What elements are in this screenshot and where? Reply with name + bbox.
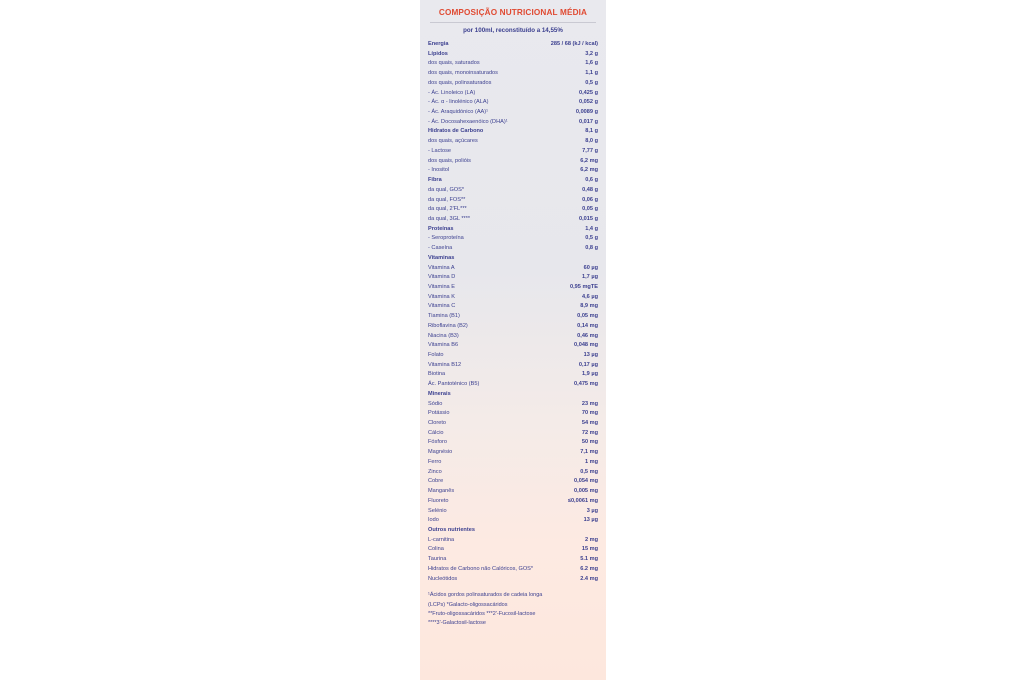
nutrient-value: 13 µg [583,352,598,358]
nutrient-name: Niacina (B3) [428,332,459,339]
nutrition-row [428,341,598,351]
nutrient-value: 6.2 mg [580,565,598,572]
nutrition-row [428,322,598,332]
nutrition-row [428,40,598,50]
nutrient-value: 0,475 mg [574,381,598,388]
nutrient-name: Magnésio [428,449,453,456]
nutrition-row [428,507,598,517]
nutrient-name: da qual, 2'FL*** [428,206,467,213]
nutrition-row [428,312,598,322]
nutrient-name: Biotina [428,371,446,378]
nutrient-name: Fósforo [428,439,447,446]
nutrient-value: 15 mg [581,546,598,553]
nutrition-row [428,244,598,254]
nutrient-name: - Inositol [428,167,450,174]
nutrition-row [428,361,598,371]
nutrient-value: 0,6 g [585,177,598,184]
nutrition-row [428,429,598,439]
nutrition-row [428,215,598,225]
nutrient-value: 0,05 mg [577,313,598,320]
nutrient-value: 6,2 mg [580,167,598,174]
nutrient-value: 8,9 mg [580,303,598,310]
nutrition-row [428,234,598,244]
nutrient-name: Lípidos [428,50,448,57]
nutrient-name: - Ác. Docosahexaenóico (DHA)¹ [428,118,508,125]
nutrient-name: Fluoreto [428,497,449,504]
nutrition-row [428,458,598,468]
nutrient-value: 7,77 g [582,147,598,154]
nutrition-row [428,555,598,565]
nutrition-row [428,332,598,342]
nutrient-name: Vitaminas [428,254,455,261]
nutrient-value: 0,5 g [585,79,598,86]
nutrient-name: Nucleótidos [428,575,458,582]
nutrient-name: da qual, GOS* [428,186,465,193]
nutrient-value: 0,425 g [579,89,598,96]
nutrient-value: 2.4 mg [580,575,598,582]
nutrient-value: 0,06 g [582,196,598,203]
nutrition-row [428,127,598,137]
nutrient-name: Folato [428,352,444,358]
nutrition-row [428,380,598,390]
nutrition-row [428,186,598,196]
nutrition-row [428,137,598,147]
nutrient-value: 0,054 mg [574,478,598,485]
nutrition-row [428,98,598,108]
nutrient-name: Fibra [428,177,442,184]
nutrient-value: 4,6 µg [582,293,598,300]
nutrition-row [428,293,598,303]
nutrition-row [428,157,598,167]
nutrition-row [428,487,598,497]
nutrient-value: 1 mg [584,458,598,465]
nutrition-row [428,419,598,429]
nutrition-row [428,254,598,264]
nutrition-row [428,166,598,176]
nutrition-rows [420,40,606,584]
nutrient-name: Iodo [428,517,439,524]
nutrient-value: 0,0089 g [575,109,598,116]
nutrient-name: Vitamina B12 [428,361,462,368]
nutrition-row [428,370,598,380]
nutrition-row [428,69,598,79]
nutrition-row [428,497,598,507]
nutrient-value: 70 mg [581,410,598,417]
nutrient-name: Vitamina A [428,264,455,271]
nutrition-row [428,526,598,536]
nutrient-value: 8,1 g [585,128,598,135]
nutrient-name: Zinco [428,468,442,475]
nutrition-row [428,438,598,448]
nutrition-row [428,575,598,585]
nutrient-name: - Caseína [428,245,453,252]
nutrient-value: 0,05 g [582,206,598,213]
nutrient-value: 285 / 68 (kJ / kcal) [550,41,598,47]
nutrient-value: 1,1 g [585,70,598,77]
nutrient-name: Vitamina K [428,293,455,300]
nutrient-name: Outros nutrientes [428,526,475,533]
nutrient-name: Potássio [428,410,450,417]
nutrient-name: Hidratos de Carbono não Calóricos, GOS* [428,565,534,572]
nutrient-name: da qual, FOS** [428,196,466,203]
nutrient-value: 1,7 µg [582,274,598,281]
label-title: COMPOSIÇÃO NUTRICIONAL MÉDIA [438,8,588,17]
nutrient-value: 0,17 µg [578,361,598,368]
nutrient-name: Ferro [428,458,442,465]
nutrition-row [428,409,598,419]
nutrient-name: - Ác. Linoleico (LA) [428,89,476,96]
nutrient-name: da qual, 3GL **** [428,215,471,222]
nutrient-name: Selénio [428,507,447,514]
nutrient-name: Manganês [428,488,455,495]
nutrient-name: Vitamina B6 [428,342,459,349]
nutrient-value: 1,6 g [585,60,598,67]
nutrient-value: 6,2 mg [580,157,598,164]
nutrient-name: Vitamina E [428,283,455,290]
nutrition-row [428,565,598,575]
nutrient-value: 0,052 g [579,99,598,106]
nutrient-value: 0,048 mg [574,342,598,349]
nutrition-row [428,118,598,128]
nutrient-name: dos quais, açúcares [428,138,478,145]
nutrient-value: 23 mg [581,400,598,407]
nutrition-row [428,477,598,487]
nutrient-value: 50 mg [581,439,598,446]
nutrition-row [428,302,598,312]
nutrient-name: Ác. Pantoténico (B5) [428,381,480,388]
nutrient-name: dos quais, saturados [428,60,480,67]
nutrition-row [428,225,598,235]
nutrition-row [428,196,598,206]
nutrient-name: Riboflavina (B2) [428,322,468,329]
nutrition-row [428,283,598,293]
nutrient-name: Vitamina C [428,303,456,310]
nutrition-row [428,264,598,274]
nutrition-row [428,89,598,99]
nutrient-name: dos quais, monoinsaturados [428,70,498,77]
nutrient-name: Taurina [428,556,447,563]
nutrient-name: Cloreto [428,420,447,427]
footnote-line: (LCPs) *Galacto-oligossacáridos [428,601,508,608]
nutrition-row [428,59,598,69]
nutrient-value: 0,005 mg [574,488,598,495]
nutrient-name: Minerais [428,390,451,397]
nutrient-name: - Ác. Araquidónico (AA)¹ [428,109,489,116]
nutrient-value: 0,5 mg [580,468,598,475]
nutrition-row [428,400,598,410]
nutrition-row [428,448,598,458]
nutrition-row [428,516,598,526]
nutrient-value: 0,5 g [585,235,598,242]
nutrition-row [428,351,598,361]
nutrient-value: 0,017 g [579,118,598,125]
nutrient-value: 7,1 mg [580,449,598,456]
nutrient-value: 1,9 µg [582,371,598,378]
nutrient-value: 0,015 g [579,215,598,222]
nutrient-value: 2 mg [584,536,598,543]
nutrient-name: Vitamina D [428,274,456,281]
nutrition-row [428,273,598,283]
nutrient-value: 0,48 g [582,186,598,193]
nutrient-value: 0,8 g [585,245,598,252]
nutrition-row [428,147,598,157]
label-subtitle: por 100ml, reconstituído a 14,55% [463,27,563,34]
nutrient-name: Proteínas [428,225,454,232]
nutrition-row [428,545,598,555]
nutrient-name: dos quais, polióis [428,157,471,164]
nutrient-value: 8,0 g [585,138,598,145]
nutrient-name: Tiamina (B1) [428,313,460,320]
nutrition-row [428,390,598,400]
nutrient-name: - Ác. α - linolénico (ALA) [428,99,489,106]
nutrient-name: Sódio [428,400,443,407]
nutrient-value: 13 µg [583,517,598,524]
nutrient-value: 1,4 g [585,225,598,232]
nutrient-value: 60 µg [583,264,598,271]
nutrient-name: - Seroproteína [428,235,464,242]
nutrient-value: ≤0,0061 mg [567,497,598,504]
nutrient-name: Colina [428,546,444,553]
nutrient-value: 3 µg [586,507,598,514]
nutrient-value: 54 mg [581,420,598,427]
nutrition-row [428,50,598,60]
nutrient-value: 0,46 mg [577,332,598,339]
nutrient-name: Hidratos de Carbono [428,128,484,135]
nutrition-row [428,205,598,215]
nutrition-row [428,108,598,118]
footnote-line: **Fruto-oligossacáridos ***2'-Fucosil-lactose [428,610,536,617]
nutrition-row [428,79,598,89]
nutrient-value: 0,95 mgTE [570,283,598,290]
nutrient-name: L-carnitina [428,536,455,543]
footnote-line: ****3'-Galactosil-lactose [428,620,486,627]
nutrient-value: 0,14 mg [577,322,598,329]
nutrient-name: dos quais, polinsaturados [428,79,492,86]
label-footnotes [420,584,606,628]
title-divider [430,22,596,23]
nutrition-row [428,536,598,546]
nutrition-row [428,468,598,478]
nutrition-row [428,176,598,186]
nutrient-name: Energia [428,41,449,47]
nutrient-value: 5.1 mg [580,556,598,563]
nutrient-value: 72 mg [581,429,598,436]
footnote-line: ¹Ácidos gordos polinsaturados de cadeia longa [428,592,543,599]
nutrient-name: - Lactose [428,147,452,154]
nutrient-name: Cálcio [428,429,444,436]
nutrition-label-panel [420,0,606,680]
nutrient-value: 3,2 g [585,50,598,57]
nutrient-name: Cobre [428,478,444,485]
